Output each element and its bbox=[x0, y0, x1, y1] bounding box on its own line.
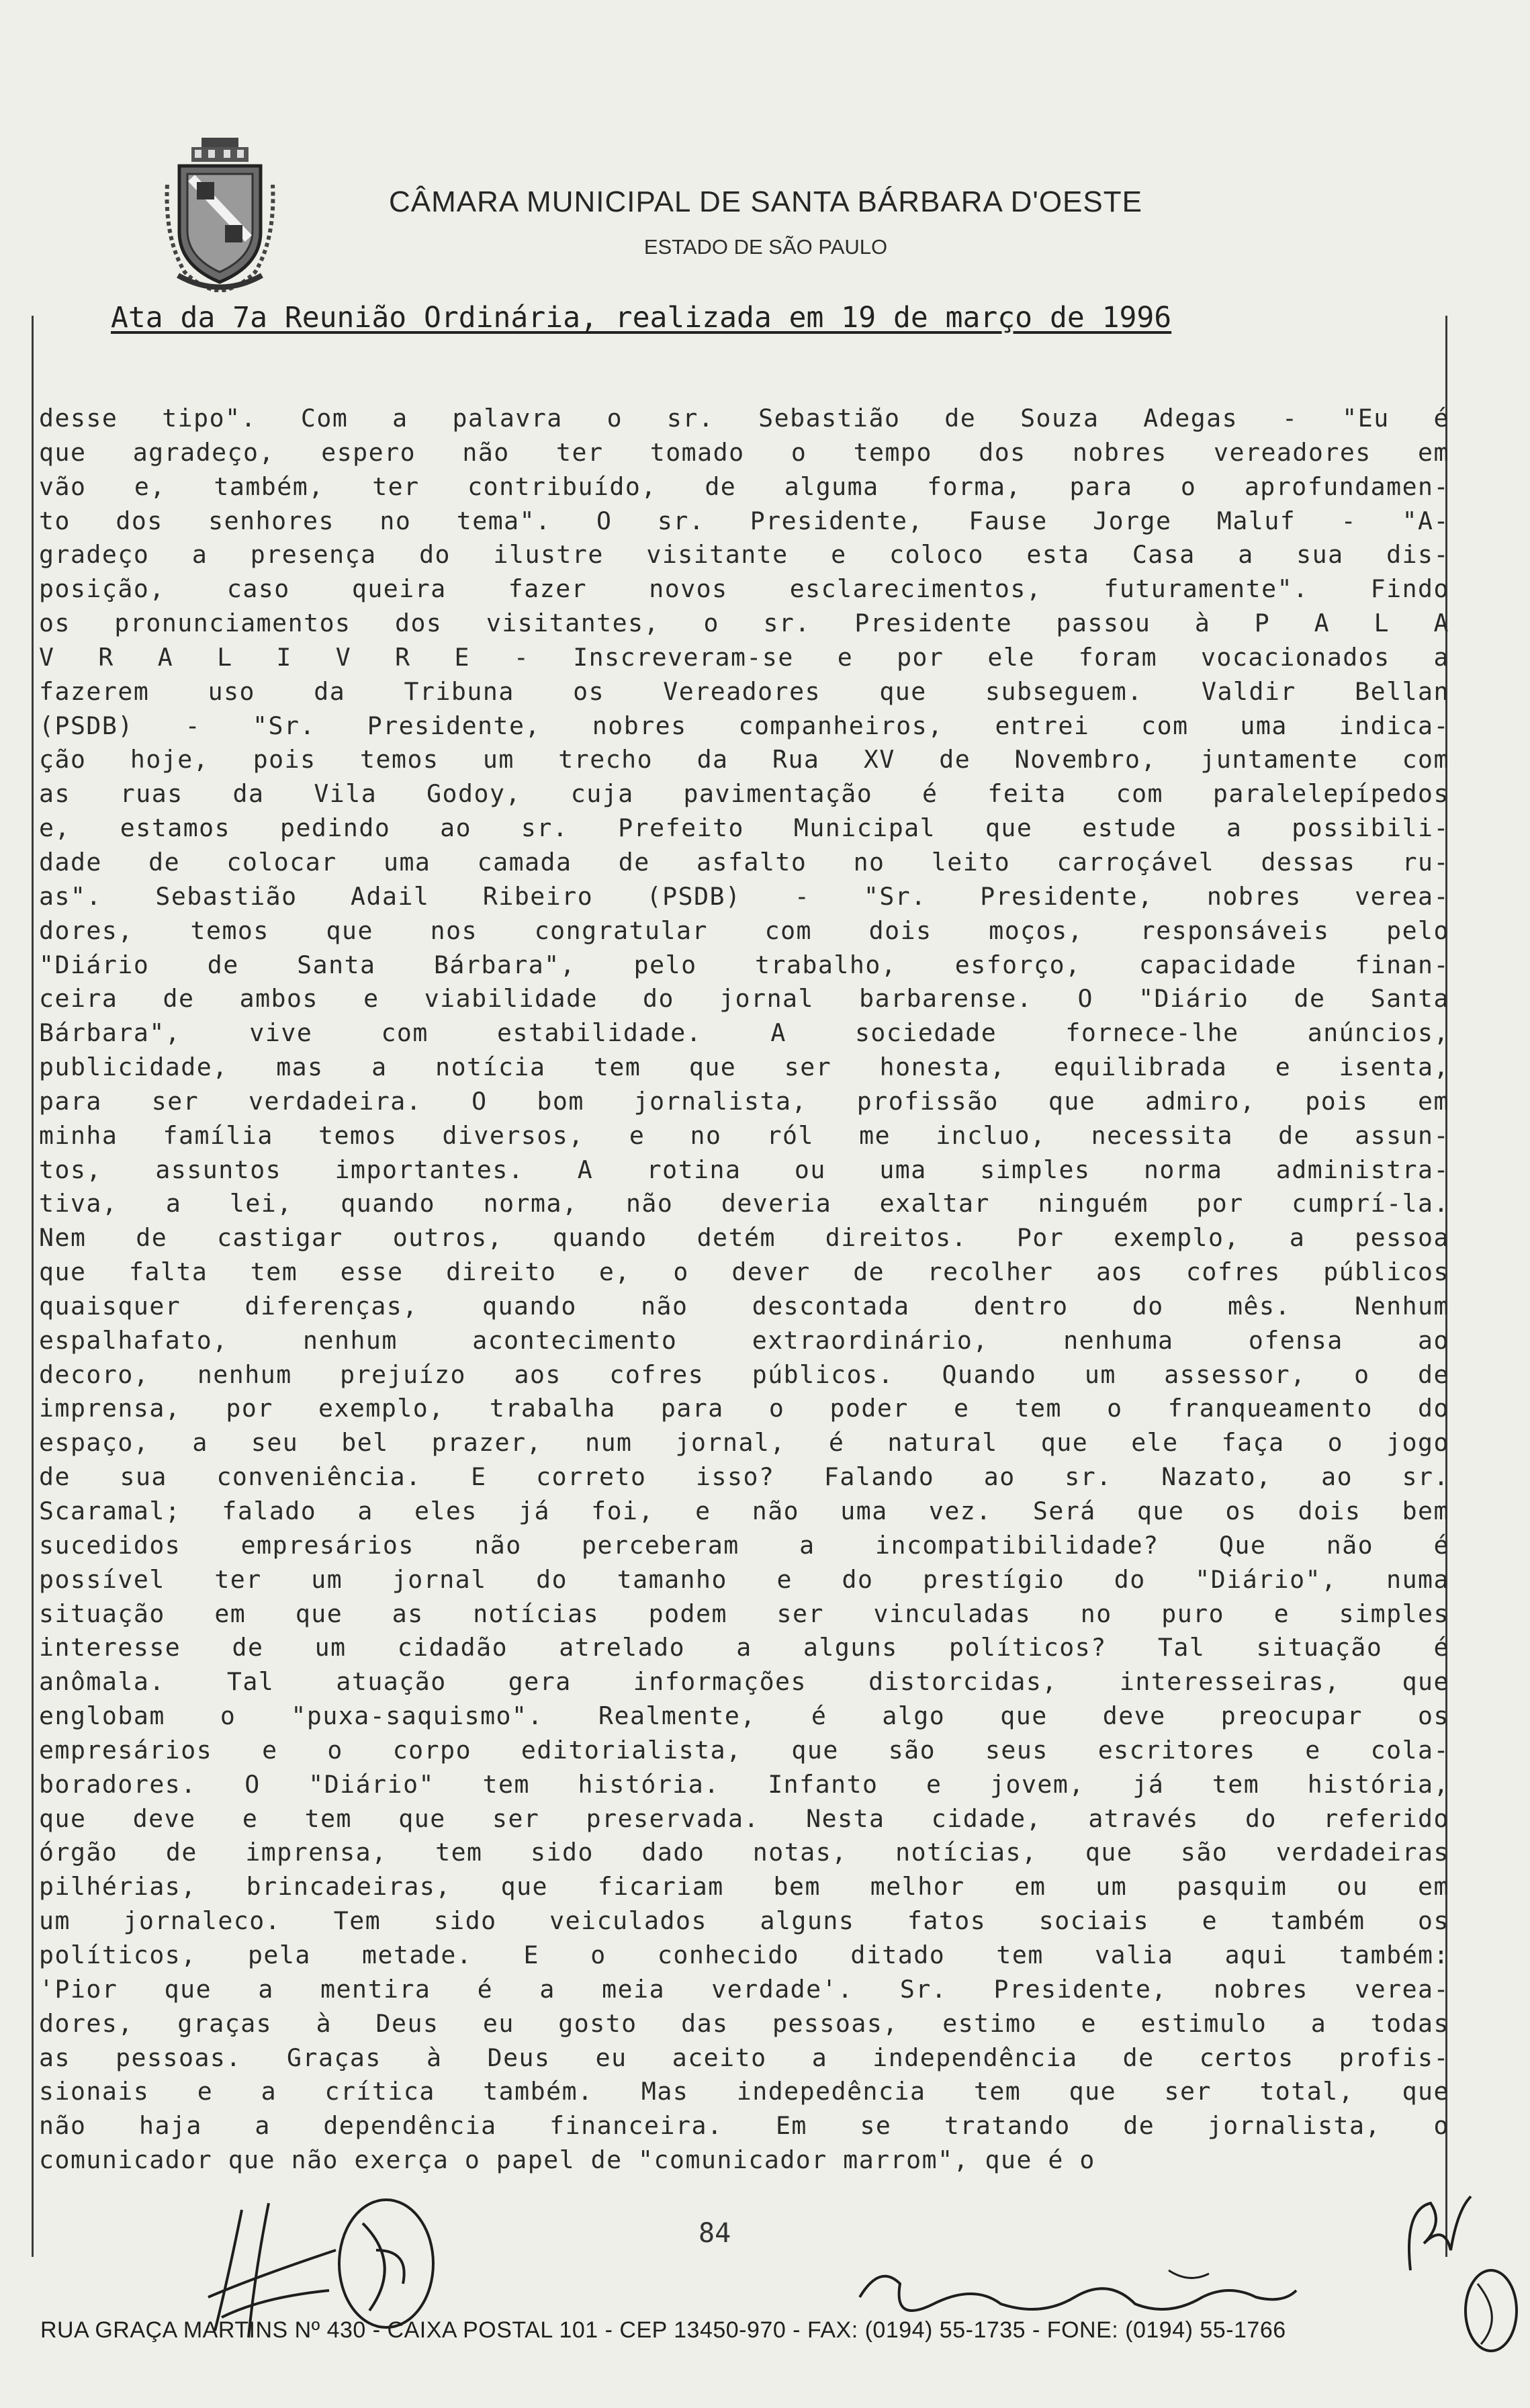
text-line: tiva, a lei, quando norma, não deveria exaltar ninguém por cumprí-la. bbox=[39, 1189, 1449, 1218]
text-line: situação em que as notícias podem ser vinculadas no puro e simples bbox=[39, 1599, 1449, 1628]
text-line: tos, assuntos importantes. A rotina ou uma simples norma administra- bbox=[39, 1155, 1449, 1184]
text-line: ção hoje, pois temos um trecho da Rua XV de Novembro, juntamente com bbox=[39, 745, 1449, 774]
text-line: que agradeço, espero não ter tomado o tempo dos nobres vereadores em bbox=[39, 437, 1449, 467]
text-line: posição, caso queira fazer novos esclarecimentos, futuramente". Findo bbox=[39, 574, 1449, 604]
text-line: políticos, pela metade. E o conhecido ditado tem valia aqui também: bbox=[39, 1940, 1449, 1969]
text-line: "Diário de Santa Bárbara", pelo trabalho, esforço, capacidade finan- bbox=[39, 950, 1449, 979]
text-line: para ser verdadeira. O bom jornalista, profissão que admiro, pois em bbox=[39, 1086, 1449, 1116]
text-line: anômala. Tal atuação gera informações distorcidas, interesseiras, que bbox=[39, 1667, 1449, 1697]
signature-2-icon bbox=[329, 2183, 443, 2331]
text-line: que deve e tem que ser preservada. Nesta cidade, através do referido bbox=[39, 1803, 1449, 1833]
text-line: empresários e o corpo editorialista, que são seus escritores e cola- bbox=[39, 1735, 1449, 1765]
document-title: Ata da 7a Reunião Ordinária, realizada em 19 de março de 1996 bbox=[111, 301, 1172, 335]
text-line: pilhérias, brincadeiras, que ficariam bem melhor em um pasquim ou em bbox=[39, 1872, 1449, 1902]
municipal-coat-of-arms-emblem bbox=[165, 138, 275, 292]
text-line: e, estamos pedindo ao sr. Prefeito Municipal que estude a possibili- bbox=[39, 813, 1449, 843]
text-line: de sua conveniência. E correto isso? Falando ao sr. Nazato, ao sr. bbox=[39, 1462, 1449, 1492]
text-line: Nem de castigar outros, quando detém direitos. Por exemplo, a pessoa bbox=[39, 1223, 1449, 1253]
text-line: dores, graças à Deus eu gosto das pessoas, estimo e estimulo a todas bbox=[39, 2008, 1449, 2038]
text-line: dade de colocar uma camada de asfalto no leito carroçável dessas ru- bbox=[39, 847, 1449, 877]
text-line: publicidade, mas a notícia tem que ser honesta, equilibrada e isenta, bbox=[39, 1053, 1449, 1082]
text-line: desse tipo". Com a palavra o sr. Sebastião de Souza Adegas - "Eu é bbox=[39, 404, 1449, 433]
text-line: minha família temos diversos, e no ról me incluo, necessita de assun- bbox=[39, 1120, 1449, 1150]
text-line: Scaramal; falado a eles já foi, e não uma vez. Será que os dois bem bbox=[39, 1497, 1449, 1525]
text-line: os pronunciamentos dos visitantes, o sr. Presidente passou à P A L A bbox=[39, 609, 1449, 638]
text-line: que falta tem esse direito e, o dever de recolher aos cofres públicos bbox=[39, 1257, 1449, 1287]
page-number: 84 bbox=[699, 2218, 731, 2249]
text-line: gradeço a presença do ilustre visitante e coloco esta Casa a sua dis- bbox=[39, 540, 1449, 570]
text-line: um jornaleco. Tem sido veiculados alguns fatos sociais e também os bbox=[39, 1906, 1449, 1936]
text-line: dores, temos que nos congratular com dois moços, responsáveis pelo bbox=[39, 916, 1449, 945]
text-line: 'Pior que a mentira é a meia verdade'. Sr. Presidente, nobres verea- bbox=[39, 1974, 1449, 2004]
text-line: quaisquer diferenças, quando não descontada dentro do mês. Nenhum bbox=[39, 1291, 1449, 1321]
text-line: boradores. O "Diário" tem história. Infanto e jovem, já tem história, bbox=[39, 1769, 1449, 1799]
text-line: V R A L I V R E - Inscreveram-se e por ele foram vocacionados a bbox=[39, 642, 1449, 672]
text-line: sionais e a crítica também. Mas indepedência tem que ser total, que bbox=[39, 2077, 1449, 2106]
text-line: as pessoas. Graças à Deus eu aceito a independência de certos profis- bbox=[39, 2043, 1449, 2072]
text-line: comunicador que não exerça o papel de "comunicador marrom", que é o bbox=[39, 2145, 1095, 2175]
text-line: não haja a dependência financeira. Em se tratando de jornalista, o bbox=[39, 2111, 1449, 2141]
text-line: sucedidos empresários não perceberam a incompatibilidade? Que não é bbox=[39, 1530, 1449, 1560]
minutes-body-text bbox=[39, 402, 1449, 2178]
text-line: englobam o "puxa-saquismo". Realmente, é algo que deve preocupar os bbox=[39, 1701, 1449, 1731]
state-name: ESTADO DE SÃO PAULO bbox=[643, 235, 888, 259]
text-line: to dos senhores no tema". O sr. Presidente, Fause Jorge Maluf - "A- bbox=[39, 506, 1449, 535]
text-line: (PSDB) - "Sr. Presidente, nobres companheiros, entrei com uma indica- bbox=[39, 711, 1449, 740]
left-margin-rule bbox=[32, 316, 34, 2257]
text-line: espalhafato, nenhum acontecimento extraordinário, nenhuma ofensa ao bbox=[39, 1325, 1449, 1355]
text-line: vão e, também, ter contribuído, de alguma forma, para o aprofundamen- bbox=[39, 472, 1449, 501]
text-line: decoro, nenhum prejuízo aos cofres públicos. Quando um assessor, o de bbox=[39, 1359, 1449, 1389]
text-line: órgão de imprensa, tem sido dado notas, notícias, que são verdadeiras bbox=[39, 1838, 1449, 1867]
text-line: as ruas da Vila Godoy, cuja pavimentação é feita com paralelepípedos bbox=[39, 779, 1449, 809]
footer-address: RUA GRAÇA MARTINS Nº 430 - CAIXA POSTAL 101 - CEP 13450-970 - FAX: (0194) 55-1735 - FONE: (0194) 55-1766 bbox=[40, 2317, 1286, 2343]
text-line: ceira de ambos e viabilidade do jornal barbarense. O "Diário de Santa bbox=[39, 984, 1449, 1014]
text-line: as". Sebastião Adail Ribeiro (PSDB) - "Sr. Presidente, nobres verea- bbox=[39, 881, 1449, 911]
text-line: possível ter um jornal do tamanho e do prestígio do "Diário", numa bbox=[39, 1564, 1449, 1594]
text-line: imprensa, por exemplo, trabalha para o poder e tem o franqueamento do bbox=[39, 1394, 1449, 1423]
text-line: espaço, a seu bel prazer, num jornal, é natural que ele faça o jogo bbox=[39, 1428, 1449, 1458]
text-line: fazerem uso da Tribuna os Vereadores que subseguem. Valdir Bellan bbox=[39, 676, 1449, 706]
institution-name: CÂMARA MUNICIPAL DE SANTA BÁRBARA D'OESTE bbox=[389, 185, 1142, 218]
text-line: Bárbara", vive com estabilidade. A sociedade fornece-lhe anúncios, bbox=[39, 1018, 1449, 1048]
text-line: interesse de um cidadão atrelado a alguns políticos? Tal situação é bbox=[39, 1633, 1449, 1662]
